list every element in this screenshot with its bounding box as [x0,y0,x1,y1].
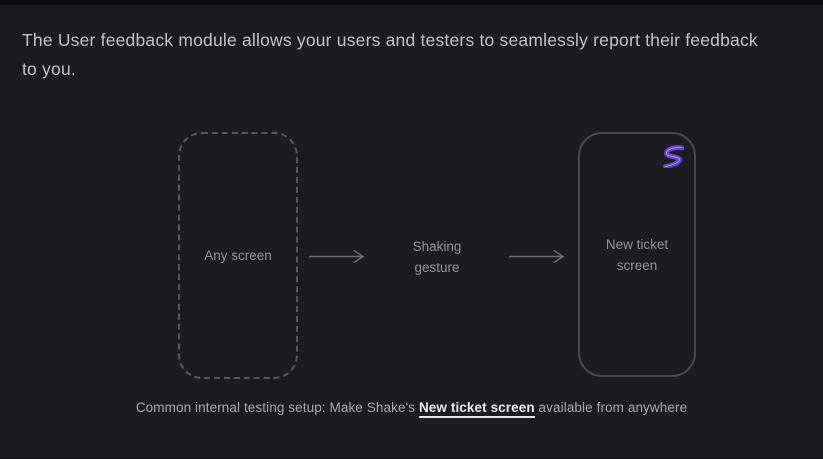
caption-prefix: Common internal testing setup: Make Shake's [135,400,419,415]
new-ticket-screen-link[interactable]: New ticket screen [419,400,535,418]
any-screen-label: Any screen [204,248,272,263]
shake-s-logo-icon [663,145,684,168]
any-screen-phone-frame [178,132,298,379]
new-ticket-screen-phone-frame [578,132,696,377]
caption-suffix: available from anywhere [534,400,688,415]
flow-arrow-right-icon [508,249,566,264]
diagram-caption [0,398,823,417]
intro-paragraph: The User feedback module allows your users and testers to seamlessly report their feedback to you. [22,30,758,79]
new-ticket-screen-label: New ticket screen [605,236,669,273]
flow-arrow-right-icon [308,249,366,264]
shaking-gesture-label: Shaking gesture [412,239,462,275]
top-edge-bar [0,0,823,5]
